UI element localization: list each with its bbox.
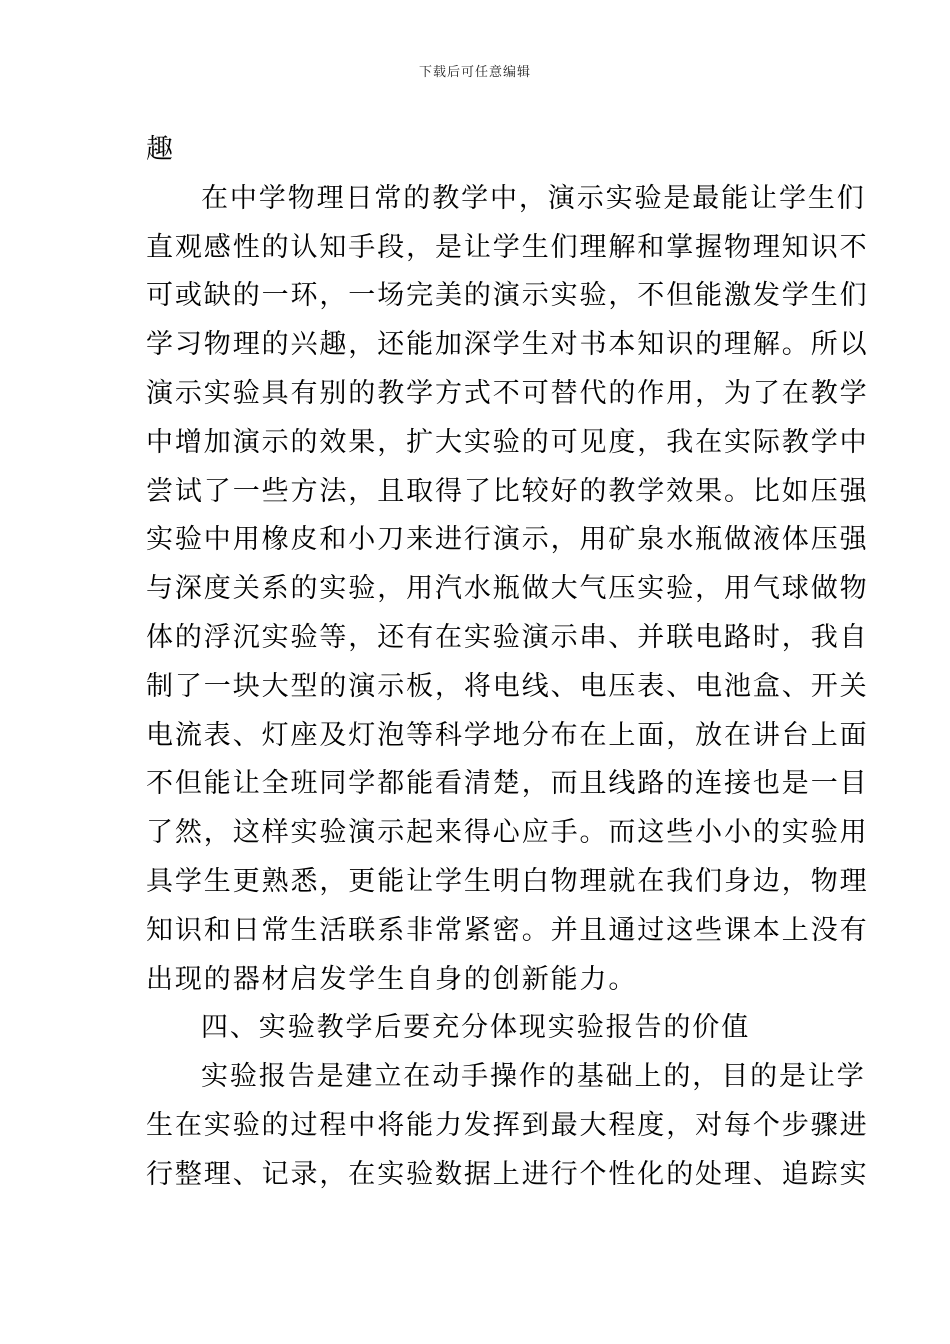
document-body [146,126,869,1200]
text-line: 趣 [146,134,175,165]
text-line: 与深度关系的实验，用汽水瓶做大气压实验，用气球做物 [146,573,869,605]
text-line: 生在实验的过程中将能力发挥到最大程度，对每个步骤进 [146,1109,869,1141]
paragraph-first-line: 在中学物理日常的教学中，演示实验是最能让学生们 [201,182,866,214]
section-heading: 四、实验教学后要充分体现实验报告的价值 [201,1012,751,1044]
text-line: 具学生更熟悉，更能让学生明白物理就在我们身边，物理 [146,865,869,897]
text-line: 电流表、灯座及灯泡等科学地分布在上面，放在讲台上面 [146,719,869,751]
text-line: 学习物理的兴趣，还能加深学生对书本知识的理解。所以 [146,329,869,361]
text-line: 不但能让全班同学都能看清楚，而且线路的连接也是一目 [146,768,869,800]
text-line: 出现的器材启发学生自身的创新能力。 [146,963,638,995]
text-line: 实验中用橡皮和小刀来进行演示，用矿泉水瓶做液体压强 [146,524,869,556]
text-line: 中增加演示的效果，扩大实验的可见度，我在实际教学中 [146,426,869,458]
text-line: 知识和日常生活联系非常紧密。并且通过这些课本上没有 [146,914,869,946]
text-line: 了然，这样实验演示起来得心应手。而这些小小的实验用 [146,817,869,849]
text-line: 制了一块大型的演示板，将电线、电压表、电池盒、开关 [146,670,869,702]
page-header: 下载后可任意编辑 [418,65,531,80]
text-line: 体的浮沉实验等，还有在实验演示串、并联电路时，我自 [146,621,869,653]
text-line: 尝试了一些方法，且取得了比较好的教学效果。比如压强 [146,475,869,507]
text-line: 行整理、记录，在实验数据上进行个性化的处理、追踪实 [146,1158,869,1190]
text-line: 直观感性的认知手段，是让学生们理解和掌握物理知识不 [146,231,869,263]
paragraph-first-line: 实验报告是建立在动手操作的基础上的，目的是让学 [201,1061,866,1093]
text-line: 演示实验具有别的教学方式不可替代的作用，为了在教学 [146,377,869,409]
text-line: 可或缺的一环，一场完美的演示实验，不但能激发学生们 [146,280,869,312]
